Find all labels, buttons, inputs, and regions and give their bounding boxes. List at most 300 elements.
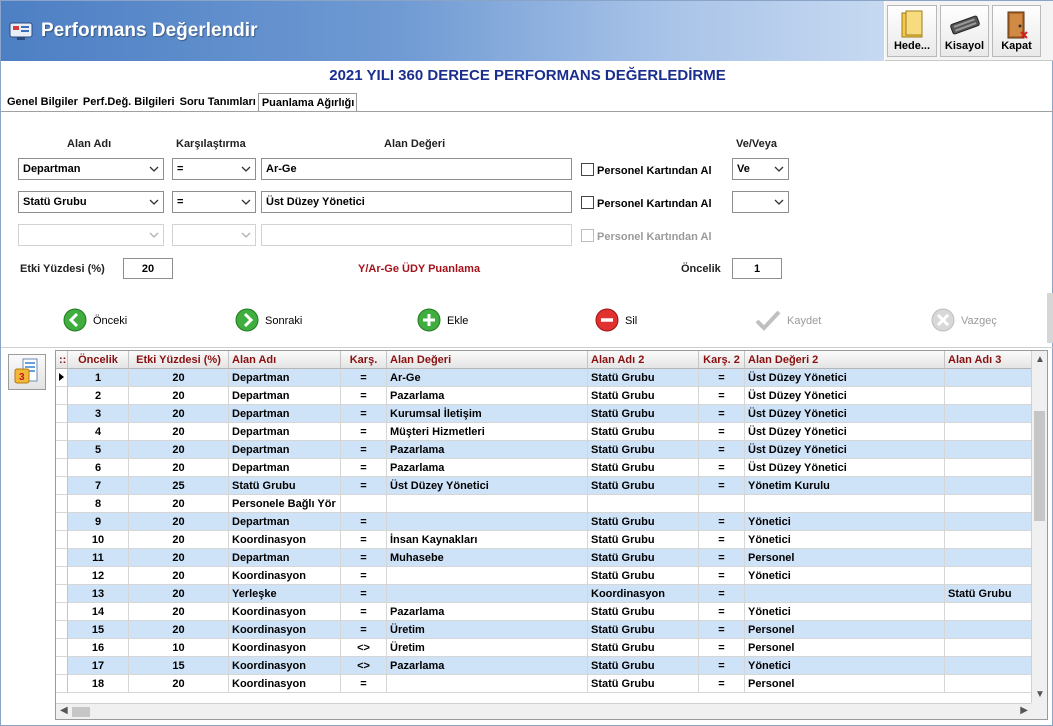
col-oncelik-cell[interactable]: 4 bbox=[68, 423, 129, 441]
col-alan-adi-3-cell[interactable] bbox=[945, 675, 1035, 693]
col-oncelik-header[interactable]: Öncelik bbox=[68, 351, 129, 369]
col-oncelik-cell[interactable]: 10 bbox=[68, 531, 129, 549]
kisayol-button[interactable] bbox=[940, 5, 989, 57]
col-kars-cell[interactable]: <> bbox=[341, 657, 387, 675]
col-kars-cell[interactable]: = bbox=[341, 549, 387, 567]
table-row[interactable] bbox=[56, 585, 1032, 603]
form-scrollbar[interactable] bbox=[1047, 293, 1053, 343]
oncelik-input[interactable]: 1 bbox=[732, 258, 782, 279]
scroll-right-icon[interactable]: ▶ bbox=[1020, 705, 1028, 716]
col-alan-degeri-cell[interactable]: Pazarlama bbox=[387, 657, 588, 675]
col-oncelik-cell[interactable]: 17 bbox=[68, 657, 129, 675]
col-kars-cell[interactable]: = bbox=[341, 477, 387, 495]
col-alan-adi-3-cell[interactable] bbox=[945, 513, 1035, 531]
alan-adi-select-3[interactable] bbox=[18, 224, 164, 246]
personel-karti-checkbox-2[interactable] bbox=[581, 196, 712, 210]
row-indicator[interactable] bbox=[56, 513, 68, 531]
col-oncelik-cell[interactable]: 14 bbox=[68, 603, 129, 621]
table-row[interactable] bbox=[56, 369, 1032, 387]
col-alan-adi-2-cell[interactable]: Statü Grubu bbox=[588, 369, 699, 387]
table-row[interactable] bbox=[56, 441, 1032, 459]
col-kars-2-cell[interactable]: = bbox=[699, 567, 745, 585]
row-indicator[interactable] bbox=[56, 585, 68, 603]
kapat-label: Kapat bbox=[1001, 40, 1032, 52]
col-alan-degeri-cell[interactable]: Pazarlama bbox=[387, 441, 588, 459]
chevron-down-icon bbox=[773, 163, 785, 175]
col-oncelik-cell[interactable]: 1 bbox=[68, 369, 129, 387]
col-alan-degeri-cell[interactable] bbox=[387, 513, 588, 531]
scroll-left-icon[interactable]: ◀ bbox=[60, 705, 68, 716]
col-alan-degeri-2-cell[interactable]: Üst Düzey Yönetici bbox=[745, 405, 945, 423]
col-alan-degeri-2-cell[interactable]: Üst Düzey Yönetici bbox=[745, 423, 945, 441]
col-oncelik-cell[interactable]: 15 bbox=[68, 621, 129, 639]
col-alan-adi-cell[interactable]: Departman bbox=[229, 441, 341, 459]
col-oncelik-cell[interactable]: 16 bbox=[68, 639, 129, 657]
col-etki-yuzdesi-cell[interactable]: 15 bbox=[129, 657, 229, 675]
col-kars-cell[interactable]: = bbox=[341, 423, 387, 441]
col-alan-degeri-2-cell[interactable]: Yönetici bbox=[745, 603, 945, 621]
section-divider bbox=[1, 347, 1053, 348]
ve-veya-select-1[interactable] bbox=[732, 158, 789, 180]
col-alan-adi-3-cell[interactable] bbox=[945, 639, 1035, 657]
table-row[interactable] bbox=[56, 621, 1032, 639]
col-kars-2-cell[interactable]: = bbox=[699, 675, 745, 693]
col-alan-adi-3-cell[interactable] bbox=[945, 531, 1035, 549]
col-alan-degeri-2-header[interactable]: Alan Değeri 2 bbox=[745, 351, 945, 369]
col-alan-degeri-cell[interactable]: Pazarlama bbox=[387, 387, 588, 405]
col-etki-yuzdesi-header[interactable]: Etki Yüzdesi (%) bbox=[129, 351, 229, 369]
col-alan-adi-3-cell[interactable] bbox=[945, 621, 1035, 639]
numbered-list-button[interactable] bbox=[8, 354, 46, 390]
col-etki-yuzdesi-cell[interactable]: 20 bbox=[129, 585, 229, 603]
table-row[interactable] bbox=[56, 675, 1032, 693]
table-row[interactable] bbox=[56, 657, 1032, 675]
col-alan-adi-3-cell[interactable] bbox=[945, 477, 1035, 495]
col-alan-adi-3-cell[interactable] bbox=[945, 423, 1035, 441]
col-etki-yuzdesi-cell[interactable]: 20 bbox=[129, 531, 229, 549]
chevron-down-icon bbox=[240, 196, 252, 208]
col-oncelik-cell[interactable]: 9 bbox=[68, 513, 129, 531]
col-alan-adi-3-cell[interactable] bbox=[945, 369, 1035, 387]
col-kars-cell[interactable]: = bbox=[341, 621, 387, 639]
col-alan-degeri-2-cell[interactable]: Personel bbox=[745, 639, 945, 657]
col-alan-degeri-2-cell[interactable] bbox=[745, 585, 945, 603]
grid-vertical-scrollbar[interactable] bbox=[1031, 351, 1047, 703]
row-indicator[interactable] bbox=[56, 657, 68, 675]
col-etki-yuzdesi-cell[interactable]: 20 bbox=[129, 441, 229, 459]
row-indicator[interactable] bbox=[56, 495, 68, 513]
col-kars-2-cell[interactable]: = bbox=[699, 639, 745, 657]
karsilastirma-select-1[interactable] bbox=[172, 158, 256, 180]
col-kars-2-cell[interactable]: = bbox=[699, 603, 745, 621]
col-alan-adi-cell[interactable]: Departman bbox=[229, 423, 341, 441]
karsilastirma-value-2: = bbox=[177, 196, 184, 208]
chevron-down-icon bbox=[148, 163, 160, 175]
col-alan-degeri-cell[interactable]: Pazarlama bbox=[387, 603, 588, 621]
col-alan-adi-3-header[interactable]: Alan Adı 3 bbox=[945, 351, 1035, 369]
table-row[interactable] bbox=[56, 405, 1032, 423]
col-oncelik-cell[interactable]: 8 bbox=[68, 495, 129, 513]
col-alan-adi-2-cell[interactable]: Statü Grubu bbox=[588, 639, 699, 657]
scroll-up-icon[interactable]: ▲ bbox=[1035, 354, 1045, 365]
ve-veya-value-1: Ve bbox=[737, 163, 750, 175]
col-alan-adi-2-cell[interactable]: Statü Grubu bbox=[588, 405, 699, 423]
arrow-right-icon bbox=[235, 308, 265, 335]
alan-adi-select-1[interactable] bbox=[18, 158, 164, 180]
col-alan-adi-cell[interactable]: Departman bbox=[229, 369, 341, 387]
col-etki-yuzdesi-cell[interactable]: 20 bbox=[129, 369, 229, 387]
tab-genel-bilgiler[interactable]: Genel Bilgiler bbox=[7, 96, 78, 108]
col-alan-degeri-2-cell[interactable]: Personel bbox=[745, 549, 945, 567]
col-kars-cell[interactable]: = bbox=[341, 585, 387, 603]
col-alan-adi-cell[interactable]: Koordinasyon bbox=[229, 531, 341, 549]
col-kars-2-cell[interactable] bbox=[699, 495, 745, 513]
row-indicator[interactable] bbox=[56, 387, 68, 405]
col-etki-yuzdesi-cell[interactable]: 20 bbox=[129, 387, 229, 405]
oncelik-label: Öncelik bbox=[681, 263, 721, 275]
col-kars-2-cell[interactable]: = bbox=[699, 621, 745, 639]
col-oncelik-cell[interactable]: 2 bbox=[68, 387, 129, 405]
col-kars-2-cell[interactable]: = bbox=[699, 585, 745, 603]
col-alan-adi-2-cell[interactable]: Statü Grubu bbox=[588, 657, 699, 675]
col-oncelik-cell[interactable]: 18 bbox=[68, 675, 129, 693]
table-row[interactable] bbox=[56, 603, 1032, 621]
col-alan-adi-2-cell[interactable]: Statü Grubu bbox=[588, 621, 699, 639]
col-oncelik-cell[interactable]: 5 bbox=[68, 441, 129, 459]
onceki-button[interactable] bbox=[63, 308, 127, 334]
karsilastirma-select-3[interactable] bbox=[172, 224, 256, 246]
col-alan-adi-cell[interactable]: Personele Bağlı Yör bbox=[229, 495, 341, 513]
table-row[interactable] bbox=[56, 387, 1032, 405]
alan-adi-value-1: Departman bbox=[23, 163, 81, 175]
col-alan-adi-3-cell[interactable] bbox=[945, 387, 1035, 405]
karsilastirma-value-1: = bbox=[177, 163, 184, 175]
col-kars-cell[interactable]: = bbox=[341, 567, 387, 585]
scroll-down-icon[interactable]: ▼ bbox=[1035, 689, 1045, 700]
col-etki-yuzdesi-cell[interactable]: 20 bbox=[129, 513, 229, 531]
col-kars-cell[interactable]: = bbox=[341, 675, 387, 693]
col-oncelik-cell[interactable]: 6 bbox=[68, 459, 129, 477]
col-kars-cell[interactable]: = bbox=[341, 369, 387, 387]
checkbox-box[interactable] bbox=[581, 229, 594, 242]
toolbar bbox=[885, 1, 1053, 61]
table-row[interactable] bbox=[56, 639, 1032, 657]
sonraki-label: Sonraki bbox=[265, 315, 303, 327]
col-alan-adi-3-cell[interactable]: Statü Grubu bbox=[945, 585, 1035, 603]
row-indicator[interactable] bbox=[56, 477, 68, 495]
col-kars-cell[interactable]: = bbox=[341, 405, 387, 423]
hedef-label: Hede... bbox=[893, 40, 931, 52]
current-row-icon bbox=[56, 369, 66, 385]
col-alan-adi-2-cell[interactable]: Koordinasyon bbox=[588, 585, 699, 603]
row-indicator[interactable] bbox=[56, 369, 68, 387]
col-kars-cell[interactable]: = bbox=[341, 387, 387, 405]
col-alan-degeri-2-cell[interactable]: Üst Düzey Yönetici bbox=[745, 369, 945, 387]
col-kars-cell[interactable]: = bbox=[341, 459, 387, 477]
tab-divider bbox=[1, 111, 1053, 112]
numbered-list-icon bbox=[9, 372, 45, 392]
ekle-label: Ekle bbox=[447, 315, 469, 327]
col-kars-cell[interactable] bbox=[341, 495, 387, 513]
col-alan-adi-2-cell[interactable]: Statü Grubu bbox=[588, 603, 699, 621]
table-row[interactable] bbox=[56, 513, 1032, 531]
col-alan-adi-3-cell[interactable] bbox=[945, 459, 1035, 477]
col-alan-degeri-2-cell[interactable]: Personel bbox=[745, 621, 945, 639]
col-kars-2-cell[interactable]: = bbox=[699, 531, 745, 549]
personel-karti-checkbox-3[interactable] bbox=[581, 229, 712, 243]
row-indicator[interactable] bbox=[56, 639, 68, 657]
col-alan-adi-2-cell[interactable]: Statü Grubu bbox=[588, 387, 699, 405]
rules-grid[interactable] bbox=[55, 350, 1048, 720]
col-oncelik-cell[interactable]: 11 bbox=[68, 549, 129, 567]
col-kars-2-cell[interactable]: = bbox=[699, 513, 745, 531]
col-alan-degeri-2-cell[interactable]: Üst Düzey Yönetici bbox=[745, 441, 945, 459]
row-indicator[interactable] bbox=[56, 621, 68, 639]
col-alan-adi-2-cell[interactable]: Statü Grubu bbox=[588, 459, 699, 477]
col-etki-yuzdesi-cell[interactable]: 20 bbox=[129, 675, 229, 693]
col-alan-degeri-cell[interactable] bbox=[387, 567, 588, 585]
col-alan-adi-3-cell[interactable] bbox=[945, 657, 1035, 675]
col-etki-yuzdesi-cell[interactable]: 20 bbox=[129, 459, 229, 477]
col-etki-yuzdesi-cell[interactable]: 20 bbox=[129, 621, 229, 639]
col-oncelik-cell[interactable]: 12 bbox=[68, 567, 129, 585]
arrow-left-icon bbox=[63, 308, 93, 335]
col-alan-degeri-cell[interactable]: Muhasebe bbox=[387, 549, 588, 567]
row-indicator[interactable] bbox=[56, 567, 68, 585]
col-kars-2-cell[interactable]: = bbox=[699, 369, 745, 387]
col-etki-yuzdesi-cell[interactable]: 20 bbox=[129, 423, 229, 441]
col-kars-2-cell[interactable]: = bbox=[699, 459, 745, 477]
col-alan-adi-3-cell[interactable] bbox=[945, 441, 1035, 459]
svg-text:3: 3 bbox=[19, 372, 25, 383]
col-kars-cell[interactable]: = bbox=[341, 513, 387, 531]
col-alan-adi-cell[interactable]: Koordinasyon bbox=[229, 639, 341, 657]
checkbox-box[interactable] bbox=[581, 196, 594, 209]
col-alan-degeri-2-cell[interactable]: Yönetici bbox=[745, 567, 945, 585]
checkbox-label: Personel Kartından Al bbox=[597, 231, 712, 243]
col-alan-adi-cell[interactable]: Departman bbox=[229, 387, 341, 405]
checkbox-box[interactable] bbox=[581, 163, 594, 176]
title-bar bbox=[1, 1, 884, 61]
page-subtitle: 2021 YILI 360 DERECE PERFORMANS DEĞERLEDİRME bbox=[329, 67, 726, 84]
etki-yuzdesi-input[interactable]: 20 bbox=[123, 258, 173, 279]
col-kars-2-cell[interactable]: = bbox=[699, 405, 745, 423]
table-row[interactable] bbox=[56, 423, 1032, 441]
alan-degeri-input-1[interactable]: Ar-Ge bbox=[261, 158, 572, 180]
col-alan-degeri-header[interactable]: Alan Değeri bbox=[387, 351, 588, 369]
col-alan-degeri-cell[interactable]: Üretim bbox=[387, 639, 588, 657]
alan-degeri-label: Alan Değeri bbox=[384, 138, 446, 150]
col-alan-degeri-2-cell[interactable]: Yönetici bbox=[745, 513, 945, 531]
col-alan-degeri-cell[interactable]: Müşteri Hizmetleri bbox=[387, 423, 588, 441]
col-kars-cell[interactable]: <> bbox=[341, 639, 387, 657]
col-kars-2-header[interactable]: Karş. 2 bbox=[699, 351, 745, 369]
karsilastirma-select-2[interactable] bbox=[172, 191, 256, 213]
ve-veya-select-2[interactable] bbox=[732, 191, 789, 213]
check-icon bbox=[755, 308, 787, 335]
personel-karti-checkbox-1[interactable] bbox=[581, 163, 712, 177]
col-alan-adi-3-cell[interactable] bbox=[945, 405, 1035, 423]
row-indicator[interactable] bbox=[56, 405, 68, 423]
kural-aciklama-text: Y/Ar-Ge ÜDY Puanlama bbox=[358, 263, 481, 275]
col-kars-2-cell[interactable]: = bbox=[699, 387, 745, 405]
col-alan-adi-2-cell[interactable]: Statü Grubu bbox=[588, 441, 699, 459]
table-row[interactable] bbox=[56, 549, 1032, 567]
col-oncelik-cell[interactable]: 13 bbox=[68, 585, 129, 603]
alan-degeri-input-2[interactable]: Üst Düzey Yönetici bbox=[261, 191, 572, 213]
alan-degeri-input-3[interactable] bbox=[261, 224, 572, 246]
table-row[interactable] bbox=[56, 567, 1032, 585]
plus-icon bbox=[417, 308, 447, 335]
col-alan-adi-2-cell[interactable]: Statü Grubu bbox=[588, 567, 699, 585]
horizontal-scroll-thumb[interactable] bbox=[72, 707, 90, 717]
row-indicator[interactable] bbox=[56, 675, 68, 693]
col-alan-adi-cell[interactable]: Koordinasyon bbox=[229, 675, 341, 693]
col-alan-degeri-cell[interactable]: Üst Düzey Yönetici bbox=[387, 477, 588, 495]
grid-horizontal-scrollbar[interactable] bbox=[56, 703, 1032, 719]
chevron-down-icon bbox=[148, 196, 160, 208]
col-kars-2-cell[interactable]: = bbox=[699, 441, 745, 459]
sonraki-button[interactable] bbox=[235, 308, 302, 334]
col-alan-adi-cell[interactable]: Departman bbox=[229, 513, 341, 531]
chevron-down-icon bbox=[148, 229, 160, 241]
col-alan-adi-2-header[interactable]: Alan Adı 2 bbox=[588, 351, 699, 369]
col-etki-yuzdesi-cell[interactable]: 20 bbox=[129, 567, 229, 585]
app-icon bbox=[9, 19, 35, 43]
row-indicator[interactable] bbox=[56, 549, 68, 567]
col-alan-adi-cell[interactable]: Departman bbox=[229, 459, 341, 477]
col-alan-adi-2-cell[interactable]: Statü Grubu bbox=[588, 423, 699, 441]
col-alan-degeri-cell[interactable]: Üretim bbox=[387, 621, 588, 639]
col-alan-degeri-2-cell[interactable]: Yönetici bbox=[745, 657, 945, 675]
col-alan-adi-3-cell[interactable] bbox=[945, 549, 1035, 567]
checkbox-label: Personel Kartından Al bbox=[597, 165, 712, 177]
col-kars-2-cell[interactable]: = bbox=[699, 549, 745, 567]
col-alan-adi-2-cell[interactable]: Statü Grubu bbox=[588, 675, 699, 693]
col-alan-adi-3-cell[interactable] bbox=[945, 603, 1035, 621]
col-alan-adi-cell[interactable]: Koordinasyon bbox=[229, 621, 341, 639]
karsilastirma-label: Karşılaştırma bbox=[176, 138, 246, 150]
col-oncelik-cell[interactable]: 7 bbox=[68, 477, 129, 495]
col-kars-cell[interactable]: = bbox=[341, 531, 387, 549]
ekle-button[interactable] bbox=[417, 308, 468, 334]
col-alan-adi-3-cell[interactable] bbox=[945, 495, 1035, 513]
vazgec-button[interactable] bbox=[931, 308, 997, 334]
col-kars-cell[interactable]: = bbox=[341, 603, 387, 621]
table-row[interactable] bbox=[56, 459, 1032, 477]
kaydet-label: Kaydet bbox=[787, 315, 822, 327]
col-alan-adi-cell[interactable]: Koordinasyon bbox=[229, 603, 341, 621]
col-alan-degeri-2-cell[interactable] bbox=[745, 495, 945, 513]
col-alan-degeri-cell[interactable] bbox=[387, 585, 588, 603]
col-alan-adi-header[interactable]: Alan Adı bbox=[229, 351, 341, 369]
col-alan-degeri-2-cell[interactable]: Personel bbox=[745, 675, 945, 693]
table-row[interactable] bbox=[56, 531, 1032, 549]
table-row[interactable] bbox=[56, 495, 1032, 513]
checkbox-label: Personel Kartından Al bbox=[597, 198, 712, 210]
row-indicator[interactable] bbox=[56, 423, 68, 441]
ve-veya-label: Ve/Veya bbox=[736, 138, 777, 150]
chevron-down-icon bbox=[240, 229, 252, 241]
col-alan-adi-cell[interactable]: Departman bbox=[229, 405, 341, 423]
vertical-scroll-thumb[interactable] bbox=[1034, 411, 1045, 521]
row-indicator[interactable] bbox=[56, 441, 68, 459]
etki-yuzdesi-label: Etki Yüzdesi (%) bbox=[20, 263, 105, 275]
chevron-down-icon bbox=[773, 196, 785, 208]
col-kars-cell[interactable]: = bbox=[341, 441, 387, 459]
col-etki-yuzdesi-cell[interactable]: 20 bbox=[129, 549, 229, 567]
alan-adi-value-2: Statü Grubu bbox=[23, 196, 87, 208]
tab-strip bbox=[4, 93, 357, 112]
hedef-button[interactable] bbox=[887, 5, 937, 57]
alan-adi-select-2[interactable] bbox=[18, 191, 164, 213]
col-alan-degeri-2-cell[interactable]: Üst Düzey Yönetici bbox=[745, 387, 945, 405]
col-alan-degeri-cell[interactable] bbox=[387, 495, 588, 513]
col-alan-adi-2-cell[interactable] bbox=[588, 495, 699, 513]
col-alan-degeri-cell[interactable] bbox=[387, 675, 588, 693]
col-alan-adi-cell[interactable]: Koordinasyon bbox=[229, 657, 341, 675]
col-alan-degeri-cell[interactable]: Ar-Ge bbox=[387, 369, 588, 387]
table-row[interactable] bbox=[56, 477, 1032, 495]
sil-button[interactable] bbox=[595, 308, 637, 334]
col-alan-adi-2-cell[interactable]: Statü Grubu bbox=[588, 549, 699, 567]
col-alan-adi-2-cell[interactable]: Statü Grubu bbox=[588, 477, 699, 495]
col-kars-2-cell[interactable]: = bbox=[699, 423, 745, 441]
col-alan-degeri-cell[interactable]: Pazarlama bbox=[387, 459, 588, 477]
tab-perf-deg-bilgileri[interactable]: Perf.Değ. Bilgileri bbox=[82, 96, 175, 108]
col-alan-degeri-2-cell[interactable]: Üst Düzey Yönetici bbox=[745, 459, 945, 477]
tab-puanlama-agirligi[interactable]: Puanlama Ağırlığı bbox=[258, 93, 358, 112]
col-alan-adi-cell[interactable]: Koordinasyon bbox=[229, 567, 341, 585]
col-alan-degeri-cell[interactable]: İnsan Kaynakları bbox=[387, 531, 588, 549]
alan-adi-label: Alan Adı bbox=[67, 138, 112, 150]
kisayol-label: Kisayol bbox=[944, 40, 985, 52]
col-alan-degeri-2-cell[interactable]: Yönetim Kurulu bbox=[745, 477, 945, 495]
col-alan-adi-2-cell[interactable]: Statü Grubu bbox=[588, 531, 699, 549]
col-alan-adi-cell[interactable]: Statü Grubu bbox=[229, 477, 341, 495]
col-alan-adi-3-cell[interactable] bbox=[945, 567, 1035, 585]
x-icon bbox=[931, 308, 961, 335]
col-etki-yuzdesi-cell[interactable]: 25 bbox=[129, 477, 229, 495]
col-alan-adi-cell[interactable]: Departman bbox=[229, 549, 341, 567]
row-indicator[interactable] bbox=[56, 459, 68, 477]
sil-label: Sil bbox=[625, 315, 638, 327]
row-indicator[interactable] bbox=[56, 603, 68, 621]
col-oncelik-cell[interactable]: 3 bbox=[68, 405, 129, 423]
tab-soru-tanimlari[interactable]: Soru Tanımları bbox=[179, 96, 256, 108]
grid-corner-header: :: bbox=[56, 351, 68, 369]
col-etki-yuzdesi-cell[interactable]: 20 bbox=[129, 405, 229, 423]
col-alan-adi-cell[interactable]: Yerleşke bbox=[229, 585, 341, 603]
chevron-down-icon bbox=[240, 163, 252, 175]
col-kars-header[interactable]: Karş. bbox=[341, 351, 387, 369]
scroll-corner bbox=[1031, 703, 1047, 719]
vazgec-label: Vazgeç bbox=[961, 315, 997, 327]
onceki-label: Önceki bbox=[93, 315, 128, 327]
col-alan-adi-2-cell[interactable]: Statü Grubu bbox=[588, 513, 699, 531]
col-kars-2-cell[interactable]: = bbox=[699, 657, 745, 675]
col-etki-yuzdesi-cell[interactable]: 10 bbox=[129, 639, 229, 657]
row-indicator[interactable] bbox=[56, 531, 68, 549]
col-alan-degeri-2-cell[interactable]: Yönetici bbox=[745, 531, 945, 549]
kaydet-button[interactable] bbox=[755, 308, 821, 334]
col-kars-2-cell[interactable]: = bbox=[699, 477, 745, 495]
kapat-button[interactable] bbox=[992, 5, 1041, 57]
col-etki-yuzdesi-cell[interactable]: 20 bbox=[129, 495, 229, 513]
col-alan-degeri-cell[interactable]: Kurumsal İletişim bbox=[387, 405, 588, 423]
window-title: Performans Değerlendir bbox=[41, 20, 258, 41]
col-etki-yuzdesi-cell[interactable]: 20 bbox=[129, 603, 229, 621]
